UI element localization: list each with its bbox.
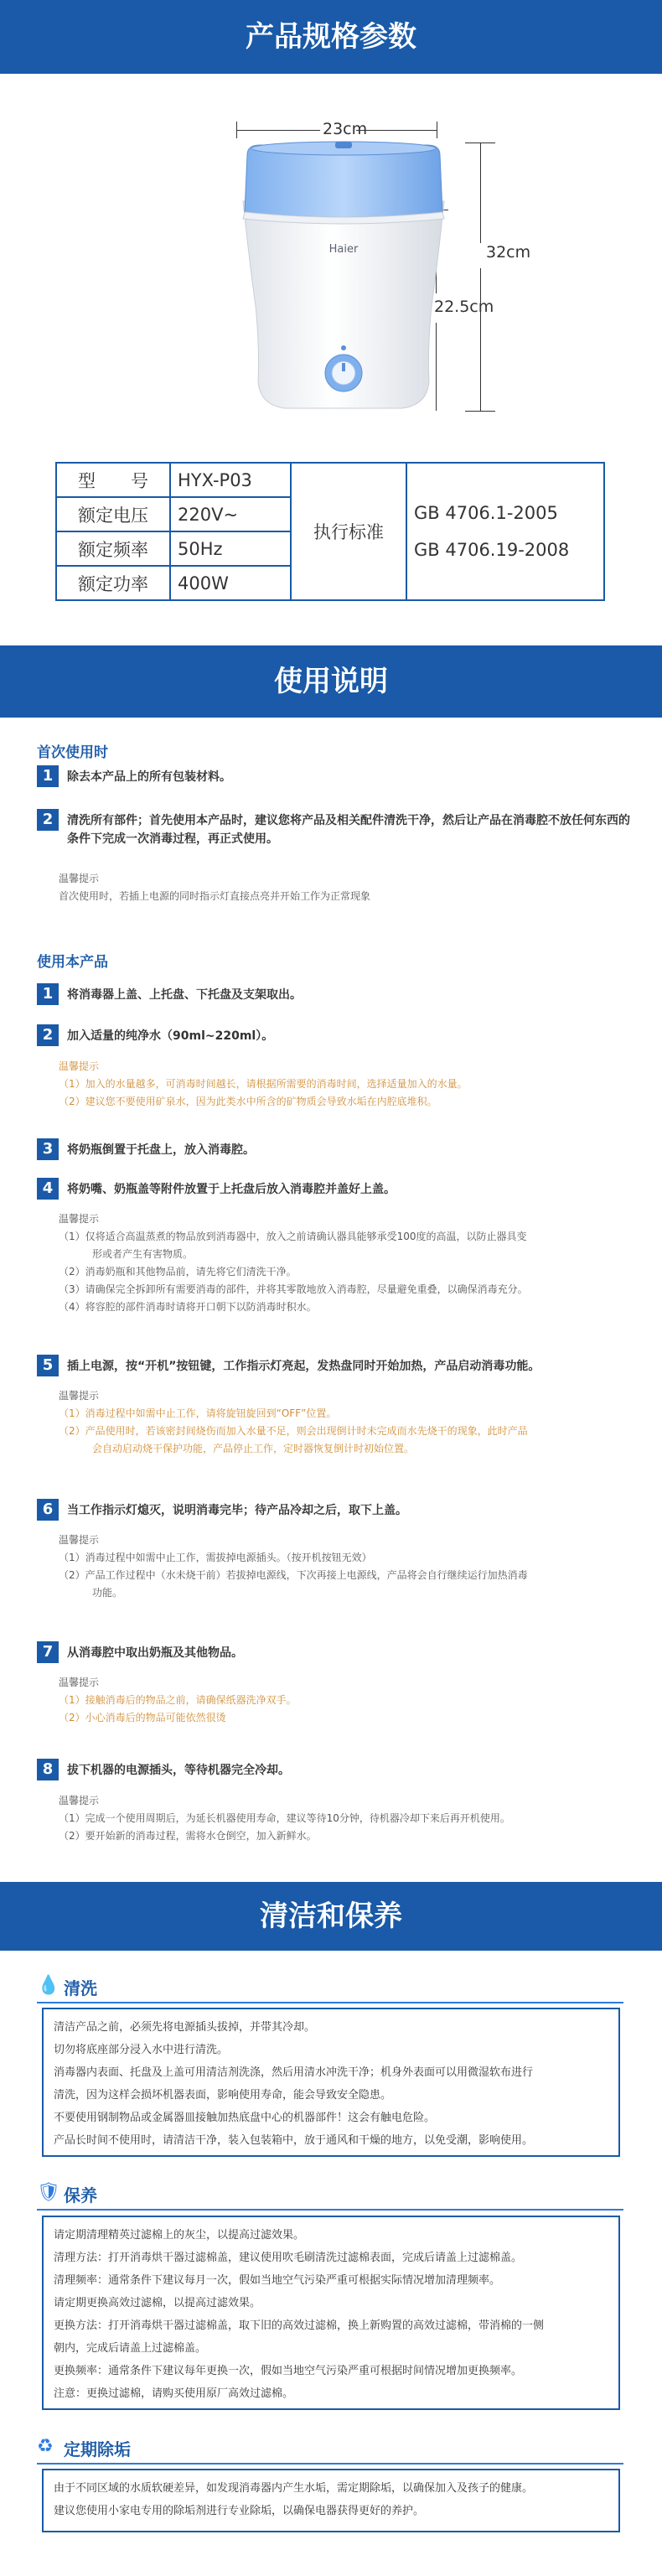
spec-value: 400W — [170, 566, 291, 600]
standard-values — [406, 463, 604, 600]
tip-line: 会自动启动烧干保护功能，产品停止工作，定时器恢复倒计时初始位置。 — [92, 1443, 415, 1454]
clean-box — [42, 2008, 620, 2157]
maintain-box — [42, 2216, 620, 2410]
tip-line: （1）接触消毒后的物品之前，请确保纸器洗净双手。 — [59, 1694, 297, 1706]
tip-line: （2）产品使用时，若该密封间烧伤而加入水量不足，则会出现倒计时未完成而水先烧干的现象，此时产品 — [59, 1425, 528, 1437]
step-text: 将奶瓶倒置于托盘上，放入消毒腔。 — [67, 1143, 255, 1157]
step-text: 将消毒器上盖、上托盘、下托盘及支架取出。 — [67, 988, 302, 1002]
step-number: 6 — [37, 1499, 59, 1521]
maintain-line: 注意：更换过滤棉，请购买使用原厂高效过滤棉。 — [54, 2387, 294, 2400]
tip-step-2 — [59, 1058, 628, 1111]
step-text: 拔下机器的电源插头，等待机器完全冷却。 — [67, 1764, 290, 1777]
maintain-line: 清理频率：通常条件下建议每月一次，假如当地空气污染严重可根据实际情况增加清理频率。 — [54, 2274, 501, 2287]
tip-line: （1）加入的水量越多，可消毒时间越长，请根据所需要的消毒时间，选择适量加入的水量。 — [59, 1078, 468, 1090]
tip-line: （4）将容腔的部件消毒时请将开口朝下以防消毒时积水。 — [59, 1301, 317, 1313]
maintain-line: 朝内，完成后请盖上过滤棉盖。 — [54, 2342, 207, 2355]
descale-title: 定期除垢 — [64, 2439, 131, 2459]
tip-step-6 — [59, 1532, 628, 1602]
tip-line: （2）要开始新的消毒过程，需将水仓倒空，加入新鲜水。 — [59, 1830, 317, 1842]
spec-label: 额定功率 — [56, 566, 170, 600]
clean-title: 清洗 — [64, 1978, 97, 1998]
recycle-icon: ♻ — [37, 2436, 54, 2457]
tip-text: 首次使用时，若插上电源的同时指示灯直接点亮并开始工作为正常现象 — [59, 890, 371, 902]
tip-line: 形或者产生有害物质。 — [92, 1248, 194, 1260]
step-text: 加入适量的纯净水（90ml~220ml）。 — [67, 1029, 274, 1043]
step-number: 8 — [37, 1759, 59, 1780]
spec-label: 型 号 — [56, 463, 170, 497]
tip-title: 温馨提示 — [59, 1213, 100, 1225]
maintain-line: 请定期清理精英过滤棉上的灰尘，以提高过滤效果。 — [54, 2229, 305, 2242]
clean-line: 切勿将底座部分浸入水中进行清洗。 — [54, 2044, 229, 2056]
spec-value: 220V~ — [170, 497, 291, 531]
step-number: 4 — [37, 1178, 59, 1200]
clean-line: 不要使用钢制物品或金属器皿接触加热底盘中心的机器部件！这会有触电危险。 — [54, 2112, 436, 2124]
clean-header — [37, 1970, 623, 2003]
descale-box — [42, 2469, 620, 2532]
water-drop-icon: 💧 — [37, 1975, 60, 1996]
maintain-line: 更换频率：通常条件下建议每年更换一次，假如当地空气污染严重可根据时间情况增加更换频率。 — [54, 2365, 523, 2377]
tip-line: （2）建议您不要使用矿泉水，因为此类水中所含的矿物质会导致水垢在内腔底堆积。 — [59, 1096, 437, 1107]
step-number: 5 — [37, 1355, 59, 1376]
body-height-label: 22.5cm — [434, 298, 494, 316]
divider — [37, 2209, 623, 2211]
step-number: 2 — [37, 1024, 59, 1046]
tip-line: （1）仅将适合高温蒸煮的物品放到消毒器中，放入之前请确认器具能够承受100度的高温，以防止器具变 — [59, 1231, 527, 1242]
spec-banner-title: 产品规格参数 — [246, 20, 416, 54]
clean-line: 清洁产品之前，必须先将电源插头拔掉，并带其冷却。 — [54, 2021, 316, 2034]
tip-step-4 — [59, 1210, 628, 1316]
clean-line: 清洗，因为这样会损坏机器表面，影响使用寿命，能会导致安全隐患。 — [54, 2089, 392, 2102]
maintain-header — [37, 2177, 623, 2211]
step-number: 3 — [37, 1138, 59, 1160]
care-banner-title: 清洁和保养 — [260, 1900, 402, 1933]
divider — [37, 2002, 623, 2003]
first-use-tip — [59, 870, 628, 905]
tip-step-5 — [59, 1387, 628, 1458]
descale-line: 建议您使用小家电专用的除垢剂进行专业除垢，以确保电器获得更好的养护。 — [54, 2505, 425, 2517]
width-label: 23cm — [323, 120, 368, 138]
clean-line: 消毒器内表面、托盘及上盖可用清洁剂洗涤，然后用清水冲洗干净；机身外表面可以用微湿软布进行 — [54, 2066, 534, 2079]
tip-line: 功能。 — [92, 1587, 123, 1599]
shield-icon: 🛡 — [37, 2182, 60, 2203]
tip-title: 温馨提示 — [59, 1677, 100, 1688]
usage-banner-title: 使用说明 — [274, 665, 388, 698]
standard-value: GB 4706.19-2008 — [414, 540, 570, 560]
descale-header — [37, 2431, 623, 2465]
usage-banner — [0, 645, 662, 718]
sterilizer-image — [235, 138, 453, 423]
height-label: 32cm — [486, 243, 531, 262]
care-banner — [0, 1882, 662, 1951]
step-number: 1 — [37, 765, 59, 787]
maintain-line: 清理方法：打开消毒烘干器过滤棉盖，建议使用吹毛刷清洗过滤棉表面，完成后请盖上过滤棉盖。 — [54, 2252, 523, 2264]
spec-value: HYX-P03 — [170, 463, 291, 497]
spec-value: 50Hz — [170, 531, 291, 566]
step-text: 当工作指示灯熄灭，说明消毒完毕；待产品冷却之后，取下上盖。 — [67, 1504, 407, 1517]
tip-line: （3）请确保完全拆卸所有需要消毒的部件，并将其零散地放入消毒腔，尽量避免重叠，以确保消毒充分。 — [59, 1283, 528, 1295]
tip-line: （2）小心消毒后的物品可能依然很烫 — [59, 1712, 226, 1723]
standard-label: 执行标准 — [291, 463, 406, 600]
tip-title: 温馨提示 — [59, 1534, 100, 1546]
maintain-line: 更换方法：打开消毒烘干器过滤棉盖，取下旧的高效过滤棉，换上新购置的高效过滤棉，带消棉的一侧 — [54, 2319, 545, 2332]
maintain-line: 请定期更换高效过滤棉，以提高过滤效果。 — [54, 2297, 261, 2309]
tip-line: （1）消毒过程中如需中止工作，需拔掉电源插头。（按开机按钮无效） — [59, 1552, 372, 1563]
step-text: 从消毒腔中取出奶瓶及其他物品。 — [67, 1646, 243, 1660]
step-text: 将奶嘴、奶瓶盖等附件放置于上托盘后放入消毒腔并盖好上盖。 — [67, 1183, 396, 1196]
spec-table — [55, 462, 605, 601]
tip-title: 温馨提示 — [59, 1390, 100, 1402]
first-use-title: 首次使用时 — [37, 744, 108, 761]
divider — [37, 2463, 623, 2465]
clean-line: 产品长时间不使用时，请清洁干净，装入包装箱中，放于通风和干燥的地方，以免受潮，影响使用。 — [54, 2134, 534, 2147]
table-row — [56, 463, 604, 497]
tip-title: 温馨提示 — [59, 1795, 100, 1806]
maintain-title: 保养 — [64, 2185, 97, 2205]
step-number: 1 — [37, 983, 59, 1005]
using-title: 使用本产品 — [37, 954, 108, 971]
tip-line: （1）完成一个使用周期后，为延长机器使用寿命，建议等待10分钟，待机器冷却下来后再开机使用。 — [59, 1812, 510, 1824]
brand-logo: Haier — [328, 243, 359, 256]
spec-banner — [0, 0, 662, 74]
tip-line: （2）消毒奶瓶和其他物品前，请先将它们清洗干净。 — [59, 1266, 297, 1278]
tip-step-7 — [59, 1674, 628, 1727]
tip-line: （1）消毒过程中如需中止工作，请将旋钮旋回到“OFF”位置。 — [59, 1407, 337, 1419]
tip-title: 温馨提示 — [59, 1060, 100, 1072]
step-text: 除去本产品上的所有包装材料。 — [67, 770, 231, 784]
step-text: 插上电源，按“开机”按钮键，工作指示灯亮起，发热盘同时开始加热，产品启动消毒功能。 — [67, 1360, 540, 1373]
tip-step-8 — [59, 1792, 628, 1845]
standard-value: GB 4706.1-2005 — [414, 503, 558, 523]
tip-line: （2）产品工作过程中（水未烧干前）若拔掉电源线，下次再接上电源线，产品将会自行继续运行加热消毒 — [59, 1569, 528, 1581]
step-number: 2 — [37, 809, 59, 831]
tip-title: 温馨提示 — [59, 873, 100, 884]
step-number: 7 — [37, 1641, 59, 1663]
spec-label: 额定频率 — [56, 531, 170, 566]
spec-label: 额定电压 — [56, 497, 170, 531]
step-text: 清洗所有部件；首先使用本产品时，建议您将产品及相关配件清洗干净，然后让产品在消毒腔不放任何东西的条件下完成一次消毒过程，再正式使用。 — [67, 814, 630, 846]
descale-line: 由于不同区域的水质软硬差异，如发现消毒器内产生水垢，需定期除垢，以确保加入及孩子的健康。 — [54, 2482, 534, 2495]
